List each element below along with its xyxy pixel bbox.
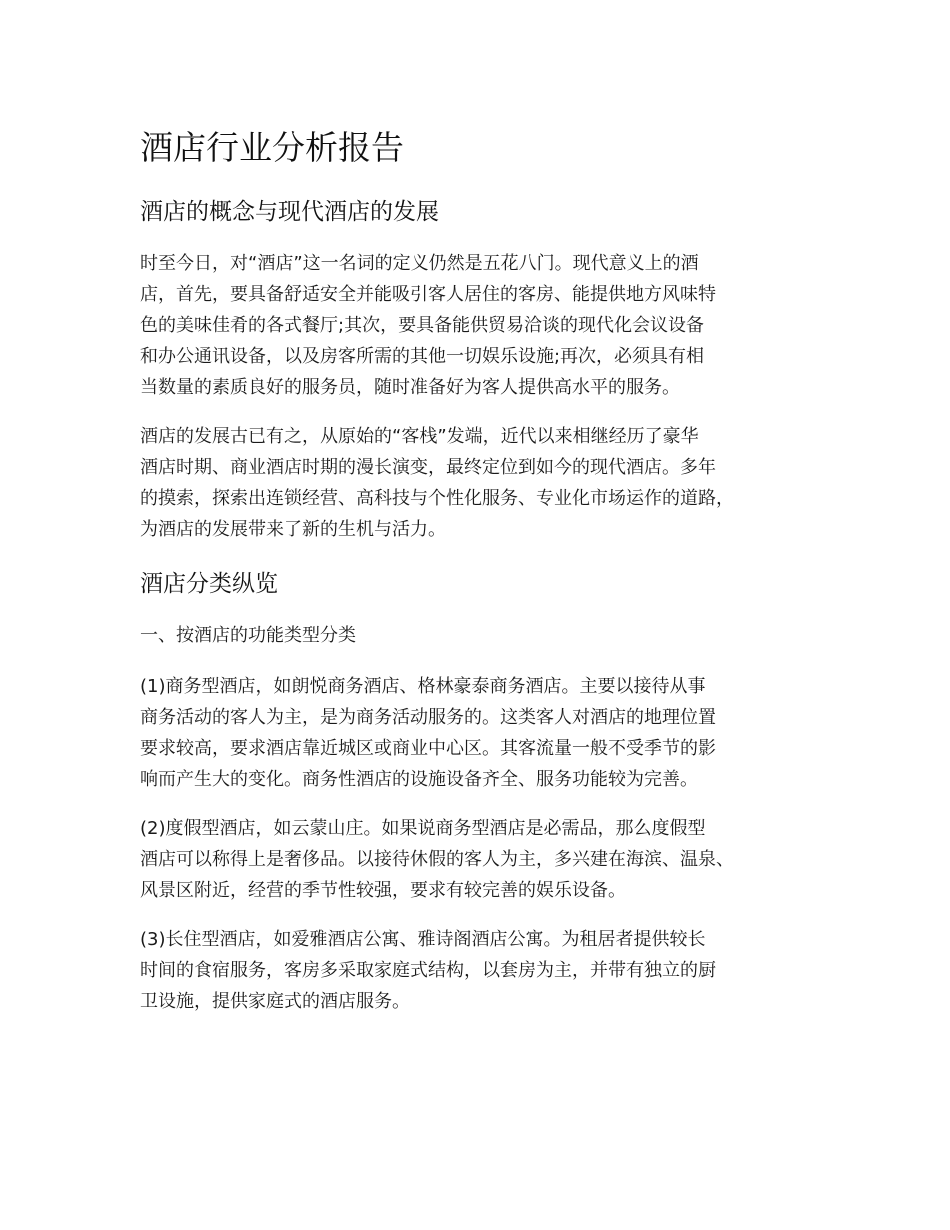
paragraph-development — [140, 421, 830, 545]
paragraph-line: 时间的食宿服务，客房多采取家庭式结构，以套房为主，并带有独立的厨 — [140, 960, 716, 981]
subheading-function-type: 一、按酒店的功能类型分类 — [140, 625, 356, 646]
paragraph-line: 响而产生大的变化。商务性酒店的设施设备齐全、服务功能较为完善。 — [140, 769, 698, 790]
paragraph-line: 的摸索，探索出连锁经营、高科技与个性化服务、专业化市场运作的道路， — [140, 488, 734, 509]
paragraph-line: 为酒店的发展带来了新的生机与活力。 — [140, 519, 446, 540]
paragraph-line: 和办公通讯设备，以及房客所需的其他一切娱乐设施;再次，必须具有相 — [140, 346, 705, 367]
section-heading-classification: 酒店分类纵览 — [140, 571, 278, 597]
paragraph-line: (2)度假型酒店，如云蒙山庄。如果说商务型酒店是必需品，那么度假型 — [140, 818, 706, 839]
paragraph-definition — [140, 248, 830, 403]
paragraph-line: 色的美味佳肴的各式餐厅;其次，要具备能供贸易洽谈的现代化会议设备 — [140, 315, 705, 336]
paragraph-line: 卫设施，提供家庭式的酒店服务。 — [140, 991, 410, 1012]
paragraph-line: 酒店时期、商业酒店时期的漫长演变，最终定位到如今的现代酒店。多年 — [140, 457, 716, 478]
list-item-business-hotel — [140, 671, 830, 795]
paragraph-line: 时至今日，对“酒店”这一名词的定义仍然是五花八门。现代意义上的酒 — [140, 253, 699, 274]
paragraph-line: 风景区附近，经营的季节性较强，要求有较完善的娱乐设备。 — [140, 880, 626, 901]
paragraph-line: 酒店可以称得上是奢侈品。以接待休假的客人为主，多兴建在海滨、温泉、 — [140, 849, 734, 870]
paragraph-line: 当数量的素质良好的服务员，随时准备好为客人提供高水平的服务。 — [140, 377, 680, 398]
paragraph-line: 酒店的发展古已有之，从原始的“客栈”发端，近代以来相继经历了豪华 — [140, 426, 699, 447]
paragraph-line: 店，首先，要具备舒适安全并能吸引客人居住的客房、能提供地方风味特 — [140, 284, 716, 305]
section-heading-concept: 酒店的概念与现代酒店的发展 — [140, 199, 439, 225]
list-item-long-stay-hotel — [140, 924, 830, 1017]
paragraph-line: (3)长住型酒店，如爱雅酒店公寓、雅诗阁酒店公寓。为租居者提供较长 — [140, 929, 706, 950]
list-item-resort-hotel — [140, 813, 830, 906]
paragraph-line: (1)商务型酒店，如朗悦商务酒店、格林豪泰商务酒店。主要以接待从事 — [140, 676, 706, 697]
paragraph-line: 要求较高，要求酒店靠近城区或商业中心区。其客流量一般不受季节的影 — [140, 738, 716, 759]
paragraph-line: 商务活动的客人为主，是为商务活动服务的。这类客人对酒店的地理位置 — [140, 707, 716, 728]
document-title: 酒店行业分析报告 — [140, 128, 404, 167]
